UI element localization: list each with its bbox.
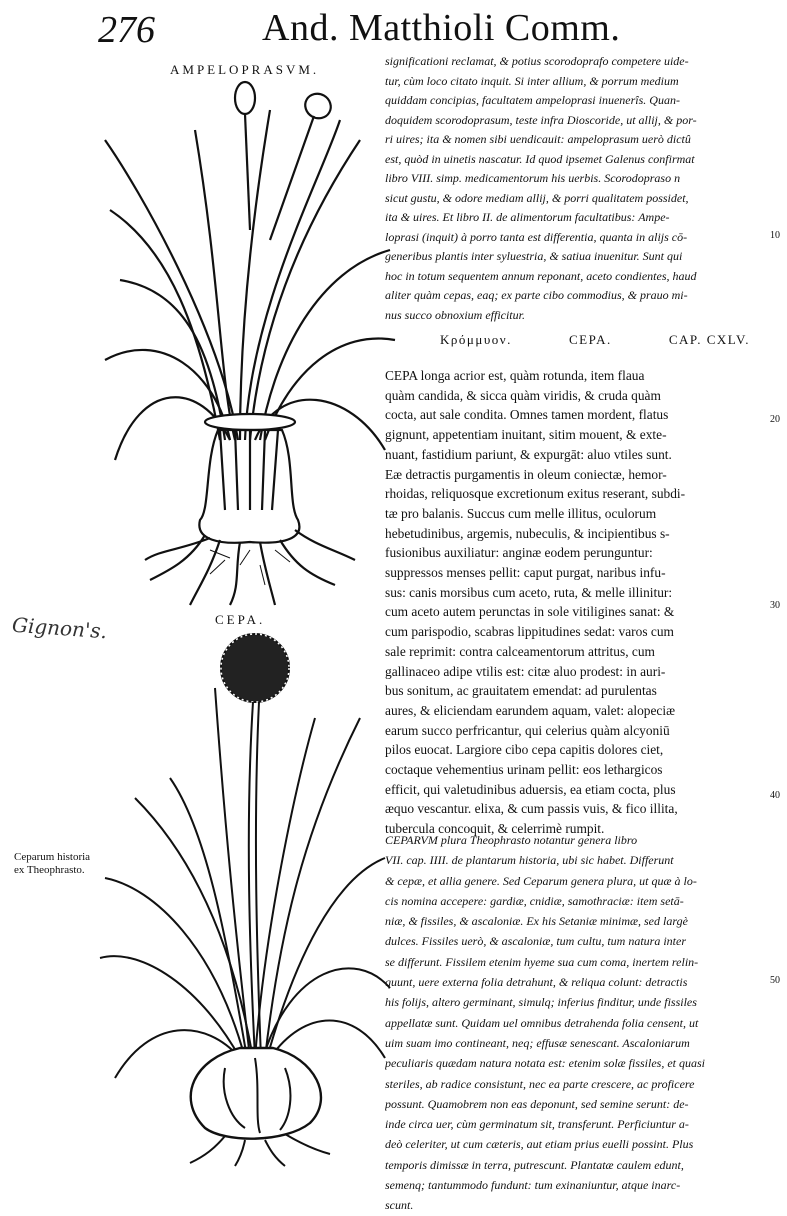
text-line: appellatæ sunt. Quidam uel omnibus detrahenda folia censent, ut xyxy=(385,1015,699,1030)
text-line: bus sonitum, ac grauitatem emendat: ad purulentas xyxy=(385,683,657,699)
running-head: And. Matthioli Comm. xyxy=(262,7,621,49)
page-number: 276 xyxy=(98,9,155,51)
text-line: nuant, fastidium pariunt, & expurgāt: aluo vtiles sunt. xyxy=(385,446,672,462)
text-line: steriles, ab radice consistunt, nec ea parte crescere, ac proficere xyxy=(385,1076,695,1091)
text-line: peculiaris quædam natura notata est: etenim solæ fissiles, et quasi xyxy=(385,1056,705,1071)
text-line: uim suam imo contineant, neq; effusæ senescant. Ascaloniarum xyxy=(385,1035,690,1050)
text-line: significationi reclamat, & potius scorodoprafo competere uide- xyxy=(385,54,689,68)
text-line: se differunt. Fissilem etenim hyeme sua cum coma, inertem relin- xyxy=(385,954,699,969)
text-line: tæ pro balanis. Succus cum melle illitus, oculorum xyxy=(385,505,657,521)
line-number: 20 xyxy=(770,414,780,425)
text-line: coctaque vehementius urinam pellit: eos lethargicos xyxy=(385,762,663,778)
text-line: CEPA longa acrior est, quàm rotunda, item flaua xyxy=(385,368,645,383)
text-line: possunt. Quamobrem non eas deponunt, sed semine serunt: de- xyxy=(385,1096,689,1111)
text-line: cum aceto autem perunctas in sole vitiligines sanat: & xyxy=(385,604,675,620)
text-line: & cepæ, et allia genere. Sed Ceparum genera plura, ut quæ à lo- xyxy=(385,873,697,888)
caption-cepa-plant: CEPA. xyxy=(215,612,266,627)
caption-ampeloprasum: AMPELOPRASVM. xyxy=(170,62,320,77)
text-line: tur, cùm loco citato inquit. Si inter allium, & porrum medium xyxy=(385,73,679,88)
text-line: aliter quàm cepas, eaq; ex parte cibo commodius, & prauo mi- xyxy=(385,288,688,302)
text-line: quàm candida, & sicca quàm viridis, & cruda quàm xyxy=(385,387,661,403)
text-line: inde circa uer, cùm germinatum sit, transferunt. Perficiuntur a- xyxy=(385,1117,689,1132)
text-line: quunt, uere externa folia detrahunt, & reliqua colunt: detractis xyxy=(385,975,688,990)
line-number: 50 xyxy=(770,975,780,986)
text-line: Eæ detractis purgamentis in oleum coniectæ, hemor- xyxy=(385,466,667,482)
text-line: libro VIII. simp. medicamentorum his uerbis. Scorodopraso n xyxy=(385,171,681,185)
text-line: pilos euocat. Largiore cibo cepa capitis dolores ciet, xyxy=(385,742,664,758)
text-line: deò celeriter, ut cum cæteris, aut etiam prius euelli possint. Plus xyxy=(385,1137,694,1152)
text-line: his folijs, altero germinant, simulq; inferius finditur, unde fissiles xyxy=(385,995,697,1010)
text-line: CEPARVM plura Theophrasto notantur genera libro xyxy=(385,833,638,847)
text-line: VII. cap. IIII. de plantarum historia, ubi sic habet. Differunt xyxy=(385,853,674,868)
text-line: semenq; tantummodo fundunt: tum exinaniuntur, atque inarc- xyxy=(385,1178,681,1193)
text-line: efficit, qui valetudinibus aduersis, ea etiam cocta, plus xyxy=(385,781,676,797)
line-number: 40 xyxy=(770,790,780,801)
text-line: scunt. xyxy=(385,1198,414,1213)
text-line: hebetudinibus, argemis, nubeculis, & incipientibus s- xyxy=(385,525,670,541)
text-line: ri uires; ita & nomen sibi uendicauit: ampeloprasum uerò dictû xyxy=(385,132,691,146)
text-block-ceparum xyxy=(385,830,765,1216)
text-line: generibus plantis inter syluestria, & satiua inuenitur. Sunt qui xyxy=(385,249,683,263)
text-line: æquo vescantur. elixa, & cum passis vuis, & fico illita, xyxy=(385,801,678,817)
chapter-heading xyxy=(440,332,780,348)
text-line: hoc in totum sequentem annum reponant, aceto condientes, haud xyxy=(385,268,697,283)
text-line: loprasi (inquit) à porro tanta est differentia, quanta in alijs cō- xyxy=(385,229,688,244)
text-line: cis nomina accepere: gardiæ, cnidiæ, samothraciæ: item setā- xyxy=(385,893,684,908)
text-line: sus: canis morsibus cum aceto, ruta, & melle illinitur: xyxy=(385,584,673,600)
chapter-number: CAP. CXLV. xyxy=(668,332,750,347)
text-line: quiddam concipias, facultatem ampeloprasi inuenerîs. Quan- xyxy=(385,93,680,107)
text-line: suppressos menses pellit: caput purgat, naribus infu- xyxy=(385,565,666,581)
margin-note: Ceparum historia ex Theophrasto. xyxy=(14,851,91,876)
text-line: earum succo perfricantur, qui celerius quàm alcyoniū xyxy=(385,722,670,738)
text-line: sale reprimit: contra calceamentorum attritus, cum xyxy=(385,643,655,659)
text-line: niæ, & fissiles, & ascaloniæ. Ex his Setaniæ minimæ, sed largè xyxy=(385,914,688,929)
text-block-ampeloprasum xyxy=(385,52,765,325)
text-line: sicut gustu, & odore mediam allij, & porri qualitatem possidet, xyxy=(385,190,689,205)
text-line: tubercula concoquit, & celerrimè rumpit. xyxy=(385,821,605,837)
chapter-greek-name: Κρόμμυον. xyxy=(440,332,512,347)
text-line: est, quòd in uinetis nascatur. Id quod ipsemet Galenus confirmat xyxy=(385,151,695,166)
handwritten-note: Gignon's. xyxy=(11,612,108,644)
text-line: rhoidas, reliquosque excretionum exitus reserant, subdi- xyxy=(385,486,686,502)
text-line: doquidem scorodoprasum, teste infra Dioscoride, ut allij, & por- xyxy=(385,112,697,127)
text-line: dulces. Fissiles uerò, & ascaloniæ, tum cultu, tum natura inter xyxy=(385,934,686,949)
cepa-illustration xyxy=(95,628,395,1168)
text-line: temporis dimissæ in terra, putrescunt. Plantatæ caulem edunt, xyxy=(385,1157,684,1172)
line-number: 30 xyxy=(770,600,780,611)
text-line: ita & uires. Et libro II. de alimentorum facultatibus: Ampe- xyxy=(385,210,670,224)
text-line: cocta, aut sale condita. Omnes tamen mordent, flatus xyxy=(385,407,669,423)
ampeloprasum-illustration xyxy=(100,80,400,610)
text-line: gallinaceo adipe vtilis est: citæ aluo prodest: in auri- xyxy=(385,663,666,679)
line-number: 10 xyxy=(770,230,780,241)
text-line: aures, & eliciendam earundem aquam, valet: alopeciæ xyxy=(385,702,676,718)
text-line: fusionibus auxiliatur: anginæ eodem perunguntur: xyxy=(385,545,653,561)
text-line: cum parispodio, scabras lippitudines sedat: varos cum xyxy=(385,624,674,640)
text-line: nus succo obnoxium efficitur. xyxy=(385,307,525,322)
chapter-title: CEPA. xyxy=(568,332,612,347)
text-block-cepa xyxy=(385,366,765,839)
text-line: gignunt, appetentiam inuitant, sitim mouent, & exte- xyxy=(385,427,667,443)
